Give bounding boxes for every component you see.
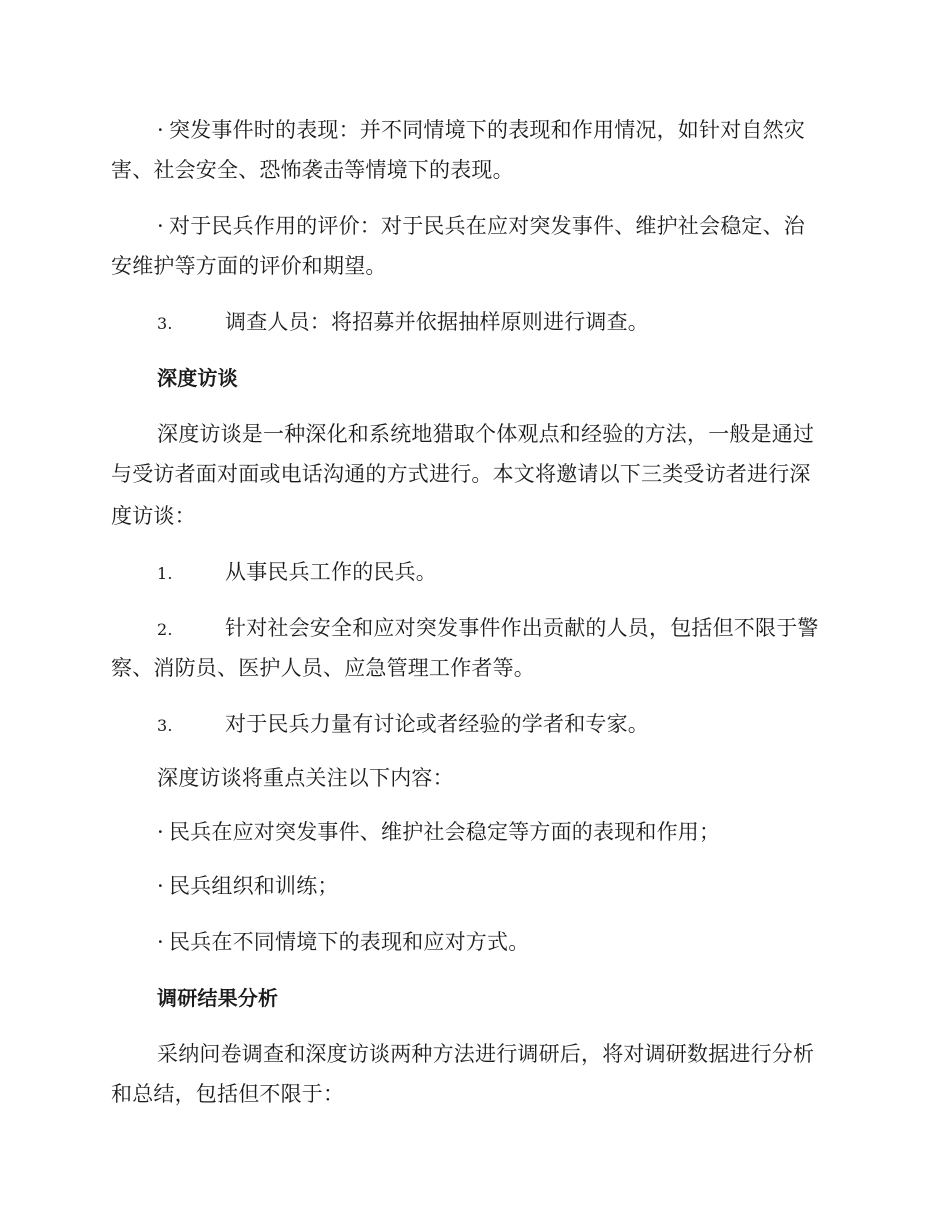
focus-item-1: · 民兵在应对突发事件、维护社会稳定等方面的表现和作用； [157,820,721,844]
section-heading-interview: 深度访谈 [157,366,238,390]
list-number: 1. [157,564,173,583]
list-number: 3. [157,314,173,333]
survey-personnel: 3. 调查人员：将招募并依据抽样原则进行调查。 [157,308,649,338]
section-heading-analysis: 调研结果分析 [157,986,279,1010]
interview-intro-line-2: 与受访者面对面或电话沟通的方式进行。本文将邀请以下三类受访者进行深 [111,462,811,486]
focus-item-3: · 民兵在不同情境下的表现和应对方式。 [157,930,530,954]
survey-item-1-line-2: 害、社会安全、恐怖袭击等情境下的表现。 [111,158,514,182]
survey-item-2-line-2: 安维护等方面的评价和期望。 [111,254,387,278]
analysis-intro-line-2: 和总结，包括但不限于： [111,1082,345,1106]
bullet-icon: · [157,118,164,142]
bullet-icon: · [157,874,164,898]
interviewee-item-1: 1. 从事民兵工作的民兵。 [157,558,437,588]
focus-item-2: · 民兵组织和训练； [157,874,339,898]
focus-intro: 深度访谈将重点关注以下内容： [157,766,454,790]
interviewee-item-2-line-2: 察、消防员、医护人员、应急管理工作者等。 [111,656,535,680]
survey-item-2-line-1: · 对于民兵作用的评价：对于民兵在应对突发事件、维护社会稳定、治 [157,214,805,238]
interviewee-item-2-line-1: 2. 针对社会安全和应对突发事件作出贡献的人员，包括但不限于警 [157,614,819,644]
interviewee-item-3: 3. 对于民兵力量有讨论或者经验的学者和专家。 [157,710,649,740]
list-number: 3. [157,716,173,735]
bullet-icon: · [157,930,164,954]
list-number: 2. [157,620,173,639]
bullet-icon: · [157,820,164,844]
interview-intro-line-3: 度访谈： [111,504,196,528]
interview-intro-line-1: 深度访谈是一种深化和系统地猎取个体观点和经验的方法，一般是通过 [157,422,815,446]
survey-item-1-line-1: · 突发事件时的表现：并不同情境下的表现和作用情况，如针对自然灾 [157,118,805,142]
bullet-icon: · [157,214,164,238]
analysis-intro-line-1: 采纳问卷调查和深度访谈两种方法进行调研后，将对调研数据进行分析 [157,1042,815,1066]
